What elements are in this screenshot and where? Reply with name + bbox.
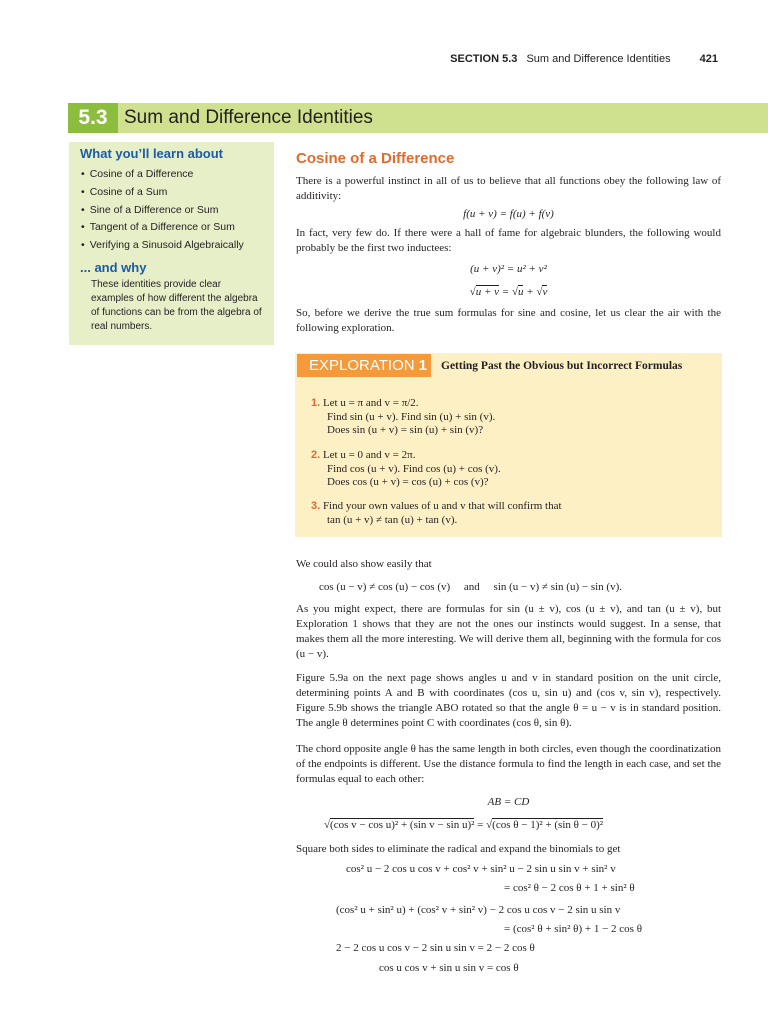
paragraph-2: In fact, very few do. If there were a hall of fame for algebraic blunders, the following would probably be the first two inductees: — [296, 227, 721, 254]
learn-item: • Verifying a Sinusoid Algebraically — [81, 237, 244, 255]
radicand: u — [517, 286, 524, 298]
item-line: Let u = 0 and v = 2π. — [322, 449, 416, 461]
radicand: v — [542, 286, 548, 298]
running-head-section: SECTION 5.3 — [450, 53, 518, 65]
exploration-tab — [297, 354, 431, 377]
derivation-line: = cos² θ − 2 cos θ + 1 + sin² θ — [504, 882, 635, 894]
equation-inequalities: cos (u − v) ≠ cos (u) − cos (v) and sin (u − v) ≠ sin (u) − sin (v). — [319, 581, 622, 593]
derivation-line: = (cos² θ + sin² θ) + 1 − 2 cos θ — [504, 923, 642, 935]
why-text: These identities provide clear examples of how different the algebra of functions can be from the algebra of real numbers. — [91, 279, 262, 332]
item-line: Find cos (u + v). Find cos (u) + cos (v). — [327, 462, 501, 475]
section-number: 5.3 — [68, 103, 118, 133]
item-number: 2. — [311, 449, 321, 461]
radicand: u + v — [475, 286, 500, 298]
equation-additivity: f(u + v) = f(u) + f(v) — [463, 208, 554, 220]
equation-distance: √(cos v − cos u)² + (sin v − sin u)² = √(cos θ − 1)² + (sin θ − 0)² — [324, 819, 604, 831]
exploration-item — [311, 397, 495, 438]
paragraph-7: The chord opposite angle θ has the same length in both circles, even though the coordinatization of the endpoints is different. Use the distance formula to find the length in each case, and set the formulas equal to each other: — [296, 743, 721, 785]
sidebar — [69, 142, 274, 345]
running-head-title: Sum and Difference Identities — [526, 53, 671, 65]
item-line: Let u = π and v = π/2. — [322, 397, 419, 409]
exploration-label: EXPLORATION — [309, 357, 415, 374]
paragraph-8: Square both sides to eliminate the radical and expand the binomials to get — [296, 843, 621, 855]
exploration-item — [311, 500, 562, 527]
learn-list — [81, 166, 244, 255]
exploration-title: Getting Past the Obvious but Incorrect Formulas — [441, 360, 683, 372]
learn-item: • Sine of a Difference or Sum — [81, 202, 244, 220]
paragraph-6: Figure 5.9a on the next page shows angles u and v in standard position on the unit circle, determining points A and B with coordinates (cos u, sin u) and (cos v, sin v), respectively. Figure 5.9b shows the triangle ABO rotated so that the angle θ = u − v is in standard position. The angle θ determines point C with coordinates (cos θ, sin θ). — [296, 672, 721, 729]
item-line: Does sin (u + v) = sin (u) + sin (v)? — [327, 424, 484, 437]
learn-item: • Tangent of a Difference or Sum — [81, 219, 244, 237]
paragraph-3: So, before we derive the true sum formulas for sine and cosine, let us clear the air with the following exploration. — [296, 307, 721, 334]
equation-square-blunder: (u + v)² = u² + v² — [470, 263, 547, 275]
subsection-heading: Cosine of a Difference — [296, 150, 455, 167]
page-number: 421 — [699, 53, 718, 65]
item-line: Find your own values of u and v that will confirm that — [322, 500, 562, 512]
derivation-line: 2 − 2 cos u cos v − 2 sin u sin v = 2 − 2 cos θ — [336, 942, 535, 954]
paragraph-1: There is a powerful instinct in all of us to believe that all functions obey the following law of additivity: — [296, 175, 721, 202]
why-heading: ... and why — [80, 260, 147, 275]
exploration-number: 1 — [418, 357, 427, 374]
learn-heading: What you’ll learn about — [80, 146, 224, 161]
exploration-item — [311, 449, 501, 490]
item-number: 3. — [311, 500, 321, 512]
running-head — [450, 53, 718, 65]
derivation-line: cos² u − 2 cos u cos v + cos² v + sin² u − 2 sin u sin v + sin² v — [346, 863, 616, 875]
learn-item: • Cosine of a Difference — [81, 166, 244, 184]
derivation-line: cos u cos v + sin u sin v = cos θ — [379, 962, 519, 974]
item-line: tan (u + v) ≠ tan (u) + tan (v). — [327, 513, 458, 526]
item-line: Find sin (u + v). Find sin (u) + sin (v). — [327, 410, 496, 423]
paragraph-4: We could also show easily that — [296, 558, 432, 570]
derivation-line: (cos² u + sin² u) + (cos² v + sin² v) − 2 cos u cos v − 2 sin u sin v — [336, 904, 621, 916]
item-line: Does cos (u + v) = cos (u) + cos (v)? — [327, 476, 489, 489]
radicand: (cos θ − 1)² + (sin θ − 0)² — [492, 819, 604, 831]
section-title: Sum and Difference Identities — [124, 107, 373, 128]
learn-item: • Cosine of a Sum — [81, 184, 244, 202]
item-number: 1. — [311, 397, 321, 409]
radicand: (cos v − cos u)² + (sin v − sin u)² — [330, 819, 475, 831]
paragraph-5: As you might expect, there are formulas for sin (u ± v), cos (u ± v), and tan (u ± v), but Exploration 1 shows that they are not the ones our instincts would suggest. In a sense, that makes them all the more interesting. We will derive them all, beginning with the formula for cos (u − v). — [296, 603, 721, 660]
equation-chords: AB = CD — [487, 796, 530, 808]
equation-root-blunder: √u + v = √u + √v — [469, 286, 548, 298]
